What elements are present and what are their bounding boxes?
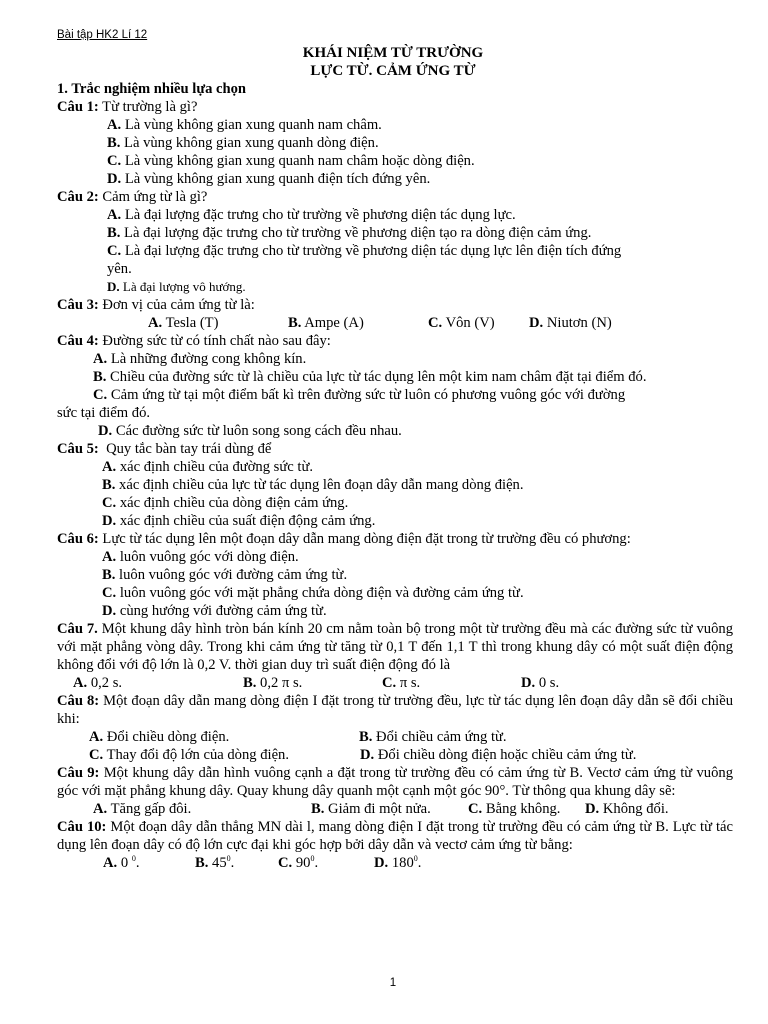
option-label: C. (89, 747, 104, 763)
option-label: B. (311, 801, 325, 817)
option-label: A. (148, 315, 163, 331)
degree-sign: 0 (226, 854, 231, 864)
question-9 (57, 764, 733, 800)
question-6 (57, 530, 733, 548)
question-text: Quy tắc bàn tay trái dùng để (98, 441, 272, 457)
option-label: A. (103, 855, 118, 871)
option-text: Các đường sức từ luôn song song cách đều nhau. (115, 423, 402, 439)
option-label: B. (107, 225, 121, 241)
question-10 (57, 818, 733, 854)
option-d (374, 854, 421, 872)
option-punct: . (314, 855, 319, 871)
option-text: Là đại lượng đặc trưng cho từ trường về phương diện tác dụng lực. (124, 207, 516, 223)
degree-sign: 0 (413, 854, 418, 864)
option-text: 0 (120, 855, 132, 871)
option-b (243, 674, 382, 692)
question-5 (57, 440, 733, 458)
option-a (103, 854, 195, 872)
option-text: xác định chiều của dòng điện cảm ứng. (119, 495, 349, 511)
option-text: Bằng không. (485, 801, 561, 817)
option-label: B. (195, 855, 209, 871)
option-d (57, 422, 733, 440)
option-b (57, 476, 733, 494)
options-row (57, 674, 733, 692)
option-label: B. (102, 567, 116, 583)
question-number: Câu 8: (57, 693, 100, 709)
option-label: C. (382, 675, 397, 691)
option-b (195, 854, 278, 872)
option-d (521, 674, 559, 692)
option-label: D. (102, 513, 117, 529)
option-text: luôn vuông góc với đường cảm ứng từ. (119, 567, 348, 583)
option-text: Chiều của đường sức từ là chiều của lực từ tác dụng lên một kim nam châm đặt tại điểm đó. (110, 369, 647, 385)
option-c-continued: yên. (107, 261, 132, 277)
option-text: Là đại lượng vô hướng. (122, 279, 246, 294)
option-text: 0,2 s. (90, 675, 123, 691)
options-row (57, 728, 733, 746)
question-number: Câu 1: (57, 99, 99, 115)
option-text: Đổi chiều dòng điện. (106, 729, 230, 745)
option-text: luôn vuông góc với dòng điện. (119, 549, 299, 565)
option-label: A. (107, 117, 122, 133)
option-a (93, 800, 311, 818)
option-text: 90 (295, 855, 311, 871)
option-label: A. (89, 729, 104, 745)
option-text: Không đổi. (602, 801, 669, 817)
question-number: Câu 2: (57, 189, 99, 205)
option-text: xác định chiều của lực từ tác dụng lên đoạn dây dẫn mang dòng điện. (119, 477, 524, 493)
option-b (57, 368, 733, 386)
option-label: D. (529, 315, 544, 331)
question-text: Cảm ứng từ là gì? (98, 189, 208, 205)
section-heading: 1. Trắc nghiệm nhiều lựa chọn (57, 81, 247, 97)
question-text: Lực từ tác dụng lên một đoạn dây dẫn mang dòng điện đặt trong từ trường đều có phương: (98, 531, 631, 547)
option-text: Niutơn (N) (546, 315, 612, 331)
option-label: A. (102, 459, 117, 475)
option-text: Tesla (T) (165, 315, 219, 331)
question-text: Đơn vị của cảm ứng từ là: (98, 297, 255, 313)
option-label: A. (73, 675, 88, 691)
option-label: C. (278, 855, 293, 871)
option-label: A. (93, 351, 108, 367)
degree-sign: 0 (131, 854, 136, 864)
option-label: A. (93, 801, 108, 817)
option-b (57, 134, 733, 152)
option-c (57, 584, 733, 602)
question-number: Câu 9: (57, 765, 100, 781)
option-label: C. (93, 387, 108, 403)
question-text: Một đoạn dây dẫn thẳng MN dài l, mang dòng điện I đặt trong từ trường đều có cảm ứng từ B. Lực từ tác dụng lên đoạn dây có độ lớn cực đại khi góc hợp bởi dây dẫn và vectơ cảm ứng từ bằng: (57, 819, 733, 853)
option-punct: . (417, 855, 422, 871)
question-number: Câu 3: (57, 297, 99, 313)
question-text: Một đoạn dây dẫn mang dòng điện I đặt trong từ trường đều, lực từ tác dụng lên đoạn dây dẫn sẽ đổi chiều khi: (57, 693, 733, 727)
option-text: Là đại lượng đặc trưng cho từ trường về phương diện tác dụng lực lên điện tích đứng (124, 243, 622, 259)
question-text: Từ trường là gì? (98, 99, 198, 115)
option-label: B. (288, 315, 302, 331)
question-list (57, 80, 733, 872)
option-text: Giảm đi một nửa. (328, 801, 431, 817)
option-a (148, 314, 288, 332)
title-line-1: KHÁI NIỆM TỪ TRƯỜNG (302, 45, 484, 61)
option-c (468, 800, 585, 818)
option-label: A. (107, 207, 122, 223)
option-text: Là vùng không gian xung quanh điện tích đứng yên. (124, 171, 431, 187)
option-c (57, 242, 733, 260)
question-text: Đường sức từ có tính chất nào sau đây: (98, 333, 331, 349)
option-label: C. (428, 315, 443, 331)
option-label: D. (521, 675, 536, 691)
option-label: B. (102, 477, 116, 493)
option-text: Là những đường cong không kín. (110, 351, 307, 367)
options-row (57, 800, 733, 818)
question-7 (57, 620, 733, 674)
page-number: 1 (389, 977, 397, 989)
question-number: Câu 4: (57, 333, 99, 349)
question-number: Câu 6: (57, 531, 99, 547)
option-c-continued: sức tại điểm đó. (57, 405, 151, 421)
question-3 (57, 296, 733, 314)
options-row (57, 746, 733, 764)
option-text: π s. (399, 675, 421, 691)
question-number: Câu 5: (57, 441, 99, 457)
option-label: C. (107, 153, 122, 169)
option-text: 180 (391, 855, 414, 871)
option-text: xác định chiều của suất điện động cảm ứng. (119, 513, 376, 529)
option-label: C. (102, 585, 117, 601)
option-c (278, 854, 374, 872)
option-label: C. (468, 801, 483, 817)
option-label: D. (102, 603, 117, 619)
option-text: 0 s. (538, 675, 560, 691)
option-text: Là vùng không gian xung quanh dòng điện. (124, 135, 379, 151)
option-d (57, 602, 733, 620)
question-1 (57, 98, 733, 116)
option-a (57, 206, 733, 224)
option-label: D. (585, 801, 600, 817)
document-header: Bài tập HK2 Lí 12 (57, 29, 148, 41)
option-text: Thay đổi độ lớn của dòng điện. (106, 747, 289, 763)
question-2 (57, 188, 733, 206)
option-text: Vôn (V) (445, 315, 495, 331)
option-label: A. (102, 549, 117, 565)
question-number: Câu 10: (57, 819, 107, 835)
option-text: 0,2 π s. (260, 675, 303, 691)
option-a (73, 674, 243, 692)
options-row (57, 314, 733, 332)
option-text: Cảm ứng từ tại một điểm bất kì trên đường sức từ luôn có phương vuông góc với đường (110, 387, 626, 403)
question-text: Một khung dây hình tròn bán kính 20 cm nằm toàn bộ trong một từ trường đều mà các đường sức từ vuông với mặt phẳng vòng dây. Trong khi cảm ứng từ tăng từ 0,1 T đến 1,1 T thì trong khung dây có một suất điện động không đổi với độ lớn là 0,2 V. thời gian duy trì suất điện động đó là (57, 621, 733, 673)
option-b (359, 728, 507, 746)
option-punct: . (135, 855, 140, 871)
option-label: D. (98, 423, 113, 439)
option-c (57, 152, 733, 170)
option-b (57, 566, 733, 584)
option-a (57, 548, 733, 566)
option-d (57, 512, 733, 530)
option-text: Đổi chiều cảm ứng từ. (376, 729, 507, 745)
options-row (57, 854, 733, 872)
option-b (57, 224, 733, 242)
option-text: Đổi chiều dòng điện hoặc chiều cảm ứng từ. (377, 747, 637, 763)
option-c (428, 314, 529, 332)
option-text: luôn vuông góc với mặt phẳng chứa dòng điện và đường cảm ứng từ. (119, 585, 524, 601)
option-d (360, 746, 636, 764)
option-label: D. (107, 279, 120, 294)
option-d (585, 800, 669, 818)
option-label: B. (93, 369, 107, 385)
question-8 (57, 692, 733, 728)
question-number: Câu 7. (57, 621, 98, 637)
option-text: Ampe (A) (304, 315, 364, 331)
question-4 (57, 332, 733, 350)
option-b (311, 800, 468, 818)
option-label: D. (107, 171, 122, 187)
title-line-2: LỰC TỪ. CẢM ỨNG TỪ (310, 63, 476, 79)
option-c (57, 386, 733, 404)
option-text: 45 (212, 855, 227, 871)
option-punct: . (230, 855, 235, 871)
option-text: Tăng gấp đôi. (110, 801, 192, 817)
option-a (57, 350, 733, 368)
option-text: Là vùng không gian xung quanh nam châm. (124, 117, 382, 133)
option-label: B. (359, 729, 373, 745)
option-d (57, 170, 733, 188)
option-c (382, 674, 521, 692)
question-text: Một khung dây dẫn hình vuông cạnh a đặt trong từ trường đều có cảm ứng từ B. Vectơ cảm ứng từ vuông góc với mặt phẳng khung dây. Quay khung dây quanh một cạnh một góc 90°. Từ thông qua khung dây sẽ: (57, 765, 733, 799)
option-a (57, 116, 733, 134)
option-text: cùng hướng với đường cảm ứng từ. (119, 603, 327, 619)
option-label: C. (107, 243, 122, 259)
option-c (89, 746, 360, 764)
degree-sign: 0 (310, 854, 315, 864)
option-a (89, 728, 359, 746)
option-a (57, 458, 733, 476)
option-text: Là vùng không gian xung quanh nam châm hoặc dòng điện. (124, 153, 475, 169)
option-label: B. (107, 135, 121, 151)
option-d (529, 314, 612, 332)
option-label: C. (102, 495, 117, 511)
option-d (57, 278, 733, 296)
option-b (288, 314, 428, 332)
option-c (57, 494, 733, 512)
option-label: B. (243, 675, 257, 691)
option-label: D. (360, 747, 375, 763)
option-label: D. (374, 855, 389, 871)
option-text: xác định chiều của đường sức từ. (119, 459, 313, 475)
option-text: Là đại lượng đặc trưng cho từ trường về phương diện tạo ra dòng điện cảm ứng. (124, 225, 592, 241)
